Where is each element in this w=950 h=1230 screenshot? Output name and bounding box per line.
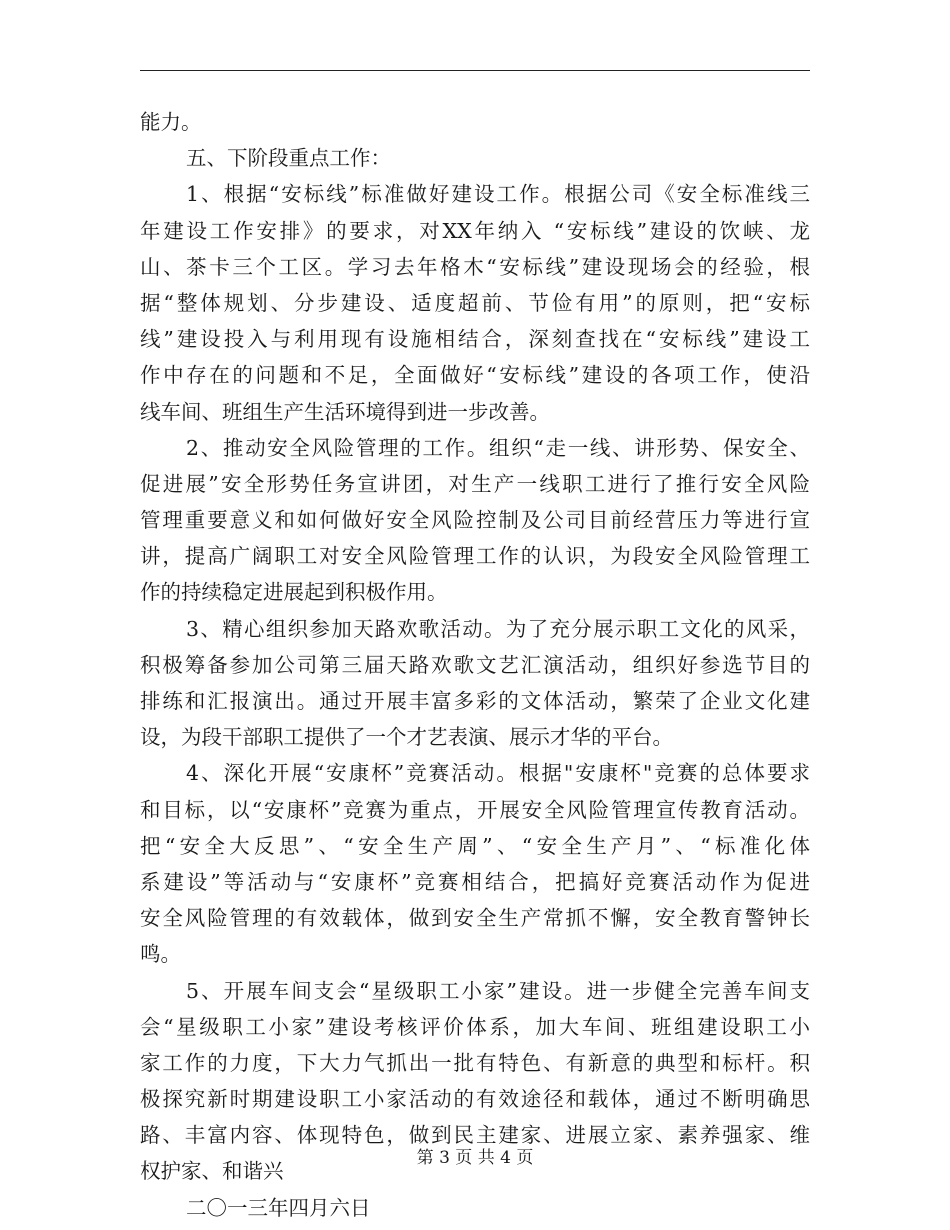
text-line: 线”建设投入与利用现有设施相结合，深刻查找在“安标线”建设工 [140, 327, 810, 352]
text-line: 排练和汇报演出。通过开展丰富多彩的文体活动，繁荣了企业文化建 [140, 689, 810, 713]
paragraph-lines [140, 104, 810, 1190]
text-line: 1、根据“安标线”标准做好建设工作。根据公司《安全标准线三 [186, 182, 810, 207]
text-line: 促进展”安全形势任务宣讲团，对生产一线职工进行了推行安全风险 [140, 471, 810, 496]
text-line: 5、开展车间支会“星级职工小家”建设。进一步健全完善车间支 [186, 978, 810, 1003]
text-line: 线车间、班组生产生活环境得到进一步改善。 [140, 399, 550, 424]
page-footer: 第 3 页 共 4 页 [416, 1148, 534, 1168]
document-body [140, 104, 810, 1226]
text-line: 设，为段干部职工提供了一个才艺表演、展示才华的平台。 [140, 725, 673, 750]
text-line: 讲，提高广阔职工对安全风险管理工作的认识，为段安全风险管理工 [140, 544, 810, 569]
text-line: 安全风险管理的有效载体，做到安全生产常抓不懈，安全教育警钟长 [140, 906, 810, 931]
text-line: 能力。 [140, 110, 202, 134]
document-date: 二〇一三年四月六日 [186, 1195, 371, 1220]
text-line: 五、下阶段重点工作： [186, 146, 391, 171]
text-line: 鸣。 [140, 942, 181, 967]
header-rule [140, 70, 810, 71]
text-line: 积极筹备参加公司第三届天路欢歌文艺汇演活动，组织好参选节目的 [140, 652, 810, 677]
text-line: 极探究新时期建设职工小家活动的有效途径和载体，通过不断明确思 [140, 1087, 810, 1112]
text-line: 3、精心组织参加天路欢歌活动。为了充分展示职工文化的风采， [186, 616, 810, 641]
text-line: 把“安全大反思”、“安全生产周”、“安全生产月”、“标准化体 [140, 833, 810, 858]
text-line: 山、茶卡三个工区。学习去年格木“安标线”建设现场会的经验，根 [140, 254, 810, 279]
text-line: 和目标，以“安康杯”竞赛为重点，开展安全风险管理宣传教育活动。 [140, 797, 810, 822]
text-line: 会“星级职工小家”建设考核评价体系，加大车间、班组建设职工小 [140, 1014, 810, 1039]
text-line: 家工作的力度，下大力气抓出一批有特色、有新意的典型和标杆。积 [140, 1050, 810, 1075]
text-line: 权护家、和谐兴 [140, 1159, 284, 1184]
text-line: 4、深化开展“安康杯”竞赛活动。根据"安康杯"竞赛的总体要求 [186, 761, 810, 786]
text-line: 据“整体规划、分步建设、适度超前、节俭有用”的原则，把“安标 [140, 290, 810, 315]
text-line: 作中存在的问题和不足，全面做好“安标线”建设的各项工作，使沿 [140, 363, 810, 388]
text-line: 年建设工作安排》的要求，对XX年纳入 “安标线”建设的饮峡、龙 [140, 218, 810, 243]
text-line: 系建设”等活动与“安康杯”竞赛相结合，把搞好竞赛活动作为促进 [140, 869, 810, 894]
text-line: 作的持续稳定进展起到积极作用。 [140, 580, 448, 605]
text-line: 路、丰富内容、体现特色，做到民主建家、进展立家、素养强家、维 [140, 1123, 810, 1148]
text-line: 管理重要意义和如何做好安全风险控制及公司目前经营压力等进行宣 [140, 508, 810, 533]
text-line: 2、推动安全风险管理的工作。组织“走一线、讲形势、保安全、 [186, 435, 810, 460]
